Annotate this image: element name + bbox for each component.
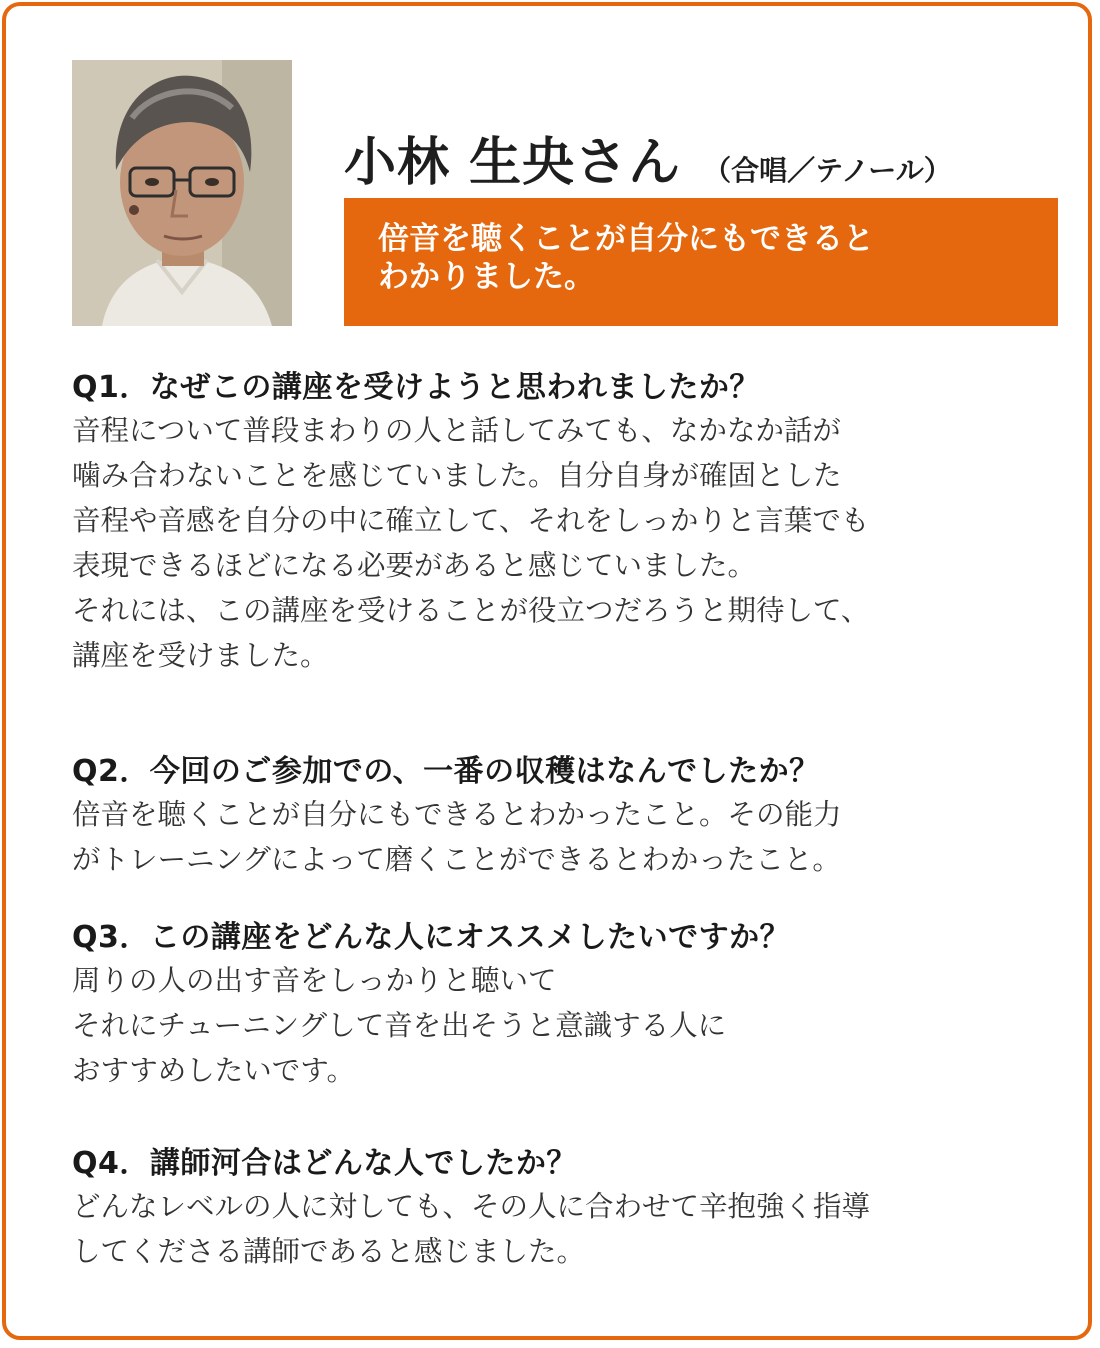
answer-line: どんなレベルの人に対しても、その人に合わせて辛抱強く指導: [72, 1190, 871, 1223]
vocal-part: （合唱／テノール）: [703, 154, 952, 187]
answer-line: 表現できるほどになる必要があると感じていました。: [72, 549, 757, 582]
answer-line: してくださる講師であると感じました。: [72, 1235, 586, 1268]
person-portrait-image: [72, 60, 292, 326]
profile-header: [344, 120, 952, 193]
qa-block-1: [72, 368, 1062, 678]
answer-line: 音程について普段まわりの人と話してみても、なかなか話が: [72, 414, 841, 447]
question-heading: Q3．この講座をどんな人にオススメしたいですか？: [72, 920, 791, 955]
question-heading: Q4．講師河合はどんな人でしたか？: [72, 1146, 577, 1181]
headline-line: わかりました。: [378, 259, 595, 295]
qa-block-3: [72, 918, 1062, 1093]
question-heading: Q2．今回のご参加での、一番の収穫はなんでしたか？: [72, 754, 820, 789]
answer-line: それには、この講座を受けることが役立つだろうと期待して、: [72, 594, 870, 627]
person-name: 小林 生央さん: [344, 133, 682, 193]
portrait-photo: [72, 60, 292, 326]
answer-line: 倍音を聴くことが自分にもできるとわかったこと。その能力: [72, 798, 842, 831]
answer-line: がトレーニングによって磨くことができるとわかったこと。: [72, 843, 841, 876]
answer-line: 音程や音感を自分の中に確立して、それをしっかりと言葉でも: [72, 504, 870, 537]
answer-line: 周りの人の出す音をしっかりと聴いて: [72, 964, 557, 997]
answer-line: 講座を受けました。: [72, 639, 329, 672]
answer-line: それにチューニングして音を出そうと意識する人に: [72, 1009, 727, 1042]
headline-line: 倍音を聴くことが自分にもできると: [378, 221, 874, 257]
answer-line: おすすめしたいです。: [72, 1054, 356, 1087]
qa-block-2: [72, 752, 1062, 882]
question-heading: Q1．なぜこの講座を受けようと思われましたか？: [72, 370, 760, 405]
qa-block-4: [72, 1144, 1062, 1274]
headline-banner: [344, 198, 1058, 326]
answer-line: 噛み合わないことを感じていました。自分自身が確固とした: [72, 459, 842, 492]
